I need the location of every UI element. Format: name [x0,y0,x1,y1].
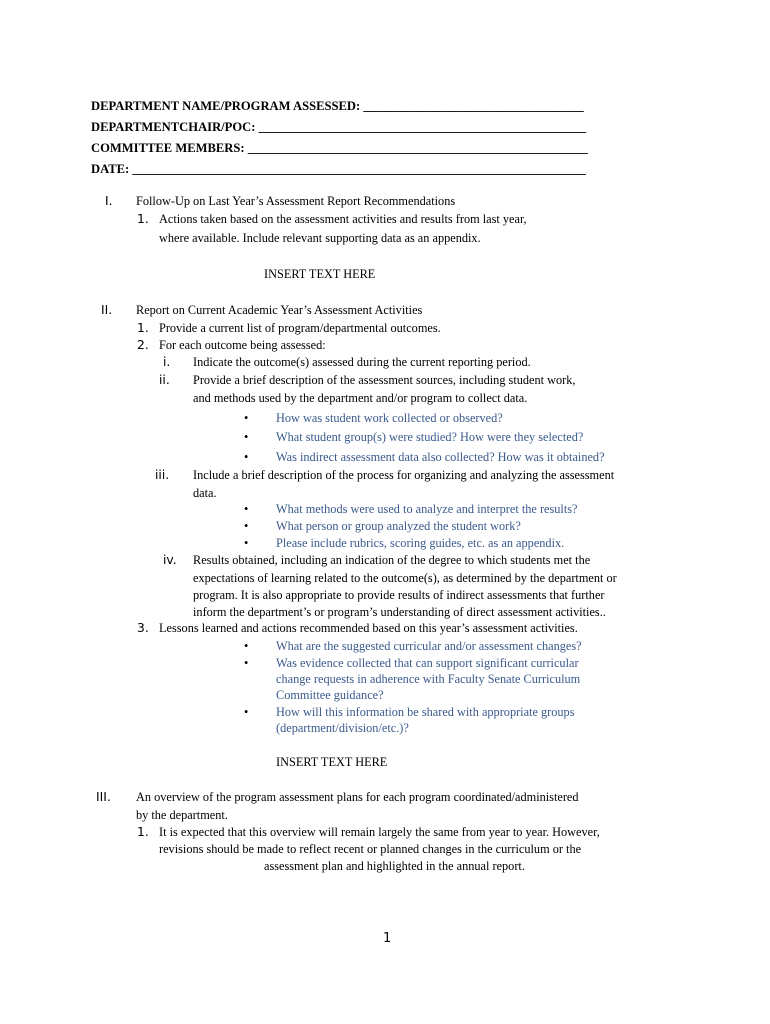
bullet: • [244,430,249,444]
item-3-bullet-2-line-2: change requests in adherence with Faculty Senate Curriculum [276,672,581,686]
section-2-title: Report on Current Academic Year’s Assessment Activities [136,303,423,317]
section-2-item-2-number: 2. [137,338,149,352]
bullet: • [244,656,249,670]
sub-ii-bullet-3: Was indirect assessment data also collected? How was it obtained? [276,450,605,464]
sub-i-number: i. [163,355,171,369]
chair-poc-field: DEPARTMENTCHAIR/POC: ____________________________________________________ [91,120,587,134]
section-2-numeral: II. [101,303,113,317]
bullet: • [244,705,249,719]
section-1-item-1-line-2: where available. Include relevant supporting data as an appendix. [159,231,481,245]
date-field: DATE: ________________________________________________________________________ [91,162,586,176]
bullet: • [244,536,249,550]
section-3-item-1-line-3: assessment plan and highlighted in the annual report. [264,859,525,873]
bullet: • [244,502,249,516]
sub-ii-number: ii. [159,373,170,387]
section-2-item-2: For each outcome being assessed: [159,338,326,352]
section-1-item-1-line-1: Actions taken based on the assessment activities and results from last year, [159,212,527,226]
sub-ii-bullet-2: What student group(s) were studied? How were they selected? [276,430,584,444]
bullet: • [244,639,249,653]
sub-ii-line-1: Provide a brief description of the assessment sources, including student work, [193,373,576,387]
section-3-item-1-line-2: revisions should be made to reflect recent or planned changes in the curriculum or the [159,842,582,856]
department-program-field: DEPARTMENT NAME/PROGRAM ASSESSED: ___________________________________ [91,99,584,113]
section-3-title-line-1: An overview of the program assessment plans for each program coordinated/administered [136,790,579,804]
section-3-numeral: III. [96,790,111,804]
sub-iii-line-2: data. [193,486,217,500]
item-3-bullet-2-line-3: Committee guidance? [276,688,384,702]
sub-iii-line-1: Include a brief description of the process for organizing and analyzing the assessment [193,468,615,482]
item-3-bullet-2-line-1: Was evidence collected that can support significant curricular [276,656,579,670]
sub-iv-line-4: inform the department’s or program’s understanding of direct assessment activities.. [193,605,606,619]
sub-iv-number: iv. [163,553,177,567]
sub-iv-line-1: Results obtained, including an indication of the degree to which students met the [193,553,591,567]
page-number: 1 [383,931,392,946]
section-3-title-line-2: by the department. [136,808,228,822]
sub-iii-bullet-3: Please include rubrics, scoring guides, etc. as an appendix. [276,536,565,550]
bullet: • [244,519,249,533]
sub-i-text: Indicate the outcome(s) assessed during the current reporting period. [193,355,531,369]
item-3-bullet-1: What are the suggested curricular and/or assessment changes? [276,639,582,653]
section-1-numeral: I. [105,194,113,208]
bullet: • [244,411,249,425]
sub-ii-line-2: and methods used by the department and/or program to collect data. [193,391,528,405]
sub-iii-bullet-1: What methods were used to analyze and interpret the results? [276,502,578,516]
section-1-insert-text: INSERT TEXT HERE [264,267,376,281]
section-1-title: Follow-Up on Last Year’s Assessment Report Recommendations [136,194,456,208]
bullet: • [244,450,249,464]
item-3-bullet-3-line-1: How will this information be shared with appropriate groups [276,705,575,719]
committee-members-field: COMMITTEE MEMBERS: ______________________________________________________ [91,141,588,155]
sub-iv-line-2: expectations of learning related to the outcome(s), as determined by the department or [193,571,617,585]
section-3-item-1-line-1: It is expected that this overview will remain largely the same from year to year. However, [159,825,600,839]
section-2-item-1: Provide a current list of program/departmental outcomes. [159,321,441,335]
section-1-item-1-number: 1. [137,212,149,226]
section-2-insert-text: INSERT TEXT HERE [276,755,388,769]
sub-iii-number: iii. [155,468,170,482]
item-3-bullet-3-line-2: (department/division/etc.)? [276,721,409,735]
section-2-item-3-number: 3. [137,621,149,635]
sub-ii-bullet-1: How was student work collected or observed? [276,411,503,425]
section-2-item-1-number: 1. [137,321,149,335]
section-2-item-3: Lessons learned and actions recommended based on this year’s assessment activities. [159,621,578,635]
sub-iii-bullet-2: What person or group analyzed the student work? [276,519,521,533]
sub-iv-line-3: program. It is also appropriate to provide results of indirect assessments that further [193,588,605,602]
section-3-item-1-number: 1. [137,825,149,839]
